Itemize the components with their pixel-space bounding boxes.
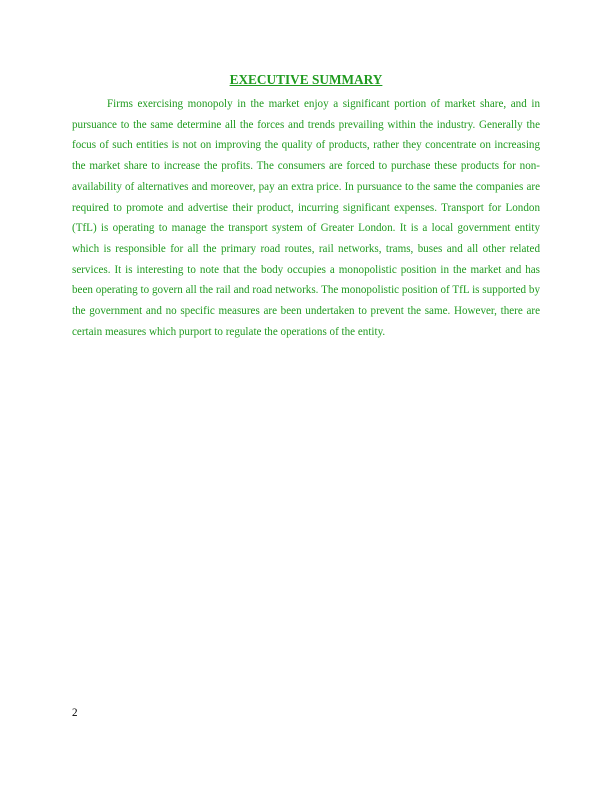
executive-summary-paragraph: Firms exercising monopoly in the market enjoy a significant portion of market share, and in pursuance to the same determine all the forces and trends prevailing within the industry. Generally the focus of such entities is not on improving the quality of products, rather they concentrate on increasing the market share to increase the profits. The consumers are forced to purchase these products for non-availability of alternatives and moreover, pay an extra price. In pursuance to the same the companies are required to promote and advertise their product, incurring significant expenses. Transport for London (TfL) is operating to manage the transport system of Greater London. It is a local government entity which is responsible for all the primary road routes, rail networks, trams, buses and all other related services. It is interesting to note that the body occupies a monopolistic position in the market and has been operating to govern all the rail and road networks. The monopolistic position of TfL is supported by the government and no specific measures are been undertaken to prevent the same. However, there are certain measures which purport to regulate the operations of the entity. xyxy=(72,98,540,338)
page-number: 2 xyxy=(72,707,78,719)
section-heading: EXECUTIVE SUMMARY xyxy=(229,72,383,87)
